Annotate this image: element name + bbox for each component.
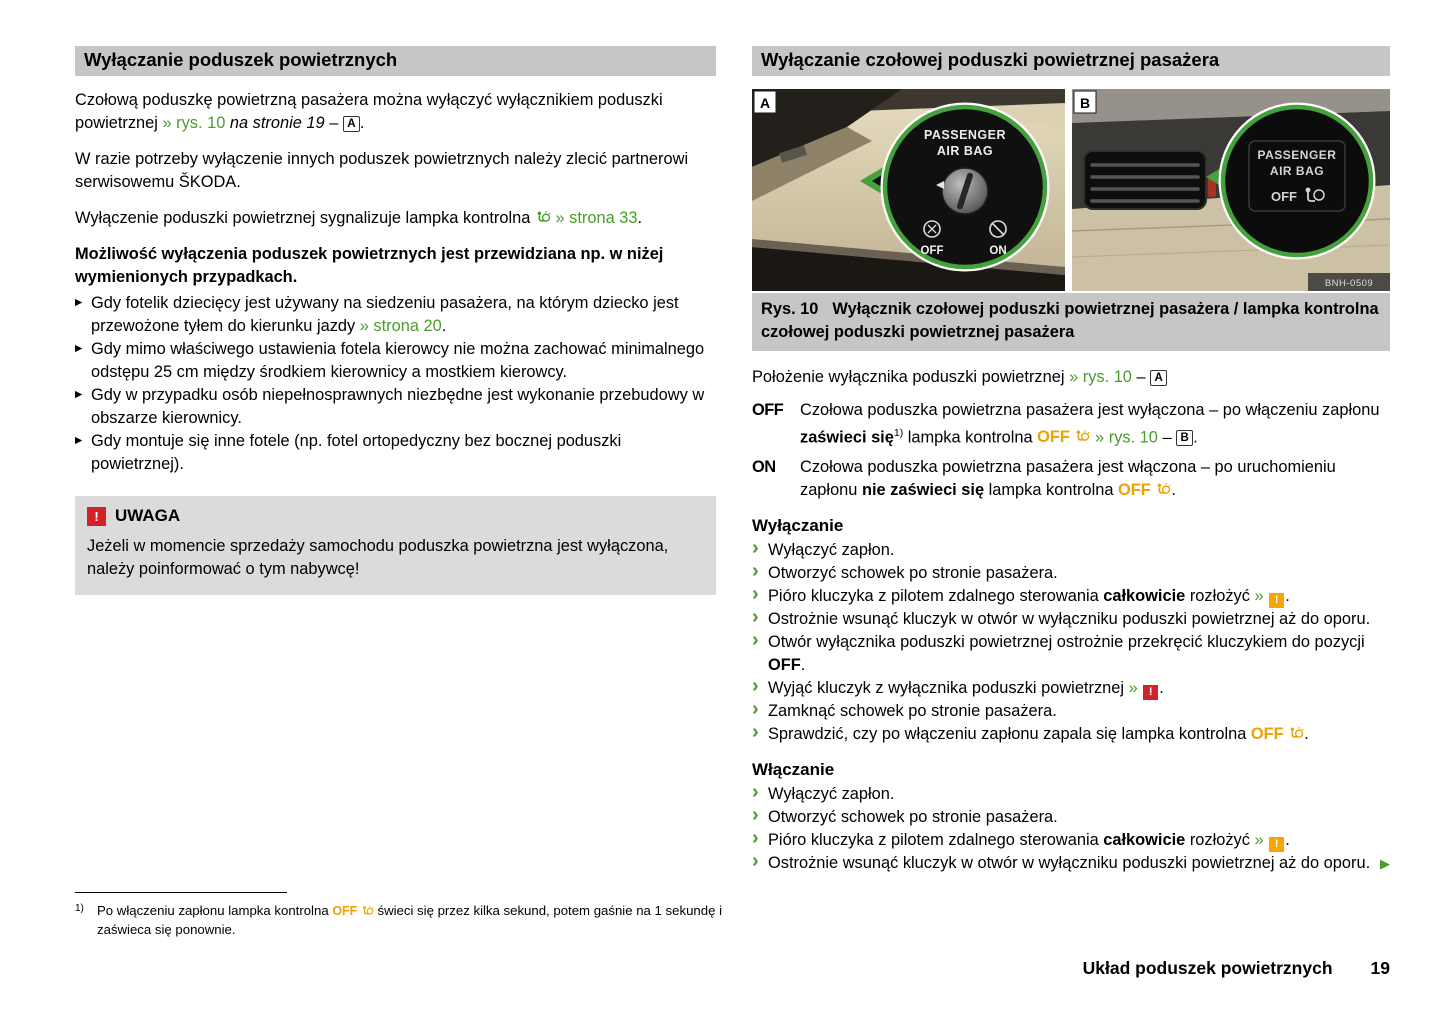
activation-steps — [752, 783, 1390, 875]
definition-off: OFF Czołowa poduszka powietrzna pasażera jest wyłączona – po włączeniu zapłonu zaświeci się$^{1)}$ lampka kontrolna OFF » rys. 10 – B . — [752, 399, 1390, 449]
procedure-step: › Pióro kluczyka z pilotem zdalnego sterowania całkowicie rozłożyć » ! . — [752, 583, 1290, 607]
step-chevron-icon: › — [752, 675, 759, 698]
bullet-triangle-icon: ▶ — [75, 343, 83, 354]
callout-letter-a: A — [343, 116, 360, 132]
step-chevron-icon: › — [752, 850, 759, 873]
continuation-arrow-icon: ▶ — [1380, 856, 1390, 872]
airbag-indicator-icon — [361, 905, 374, 917]
off-lamp-indicator: OFF — [332, 904, 373, 918]
warning-reference-icon: ! — [1143, 685, 1158, 700]
step-chevron-icon: › — [752, 698, 759, 721]
airbag-indicator-icon — [535, 209, 551, 227]
procedure-step: › Otworzyć schowek po stronie pasażera. — [752, 560, 1058, 583]
warning-note-body: Jeżeli w momencie sprzedaży samochodu poduszka powietrzna jest wyłączona, należy poinformować o tym nabywcę! — [87, 537, 669, 578]
procedure-step: › Otworzyć schowek po stronie pasażera. — [752, 804, 1058, 827]
cross-reference-link[interactable]: » rys. 10 — [162, 114, 226, 132]
page-footer — [1083, 958, 1390, 979]
lamp-text-airbag: AIR BAG — [1269, 164, 1325, 178]
airbag-indicator-icon — [1155, 482, 1171, 497]
warning-exclamation-icon: ! — [87, 507, 106, 526]
lamp-text-off: OFF — [1271, 189, 1297, 204]
airbag-indicator-icon — [1288, 726, 1304, 741]
position-on-label: ON — [752, 458, 776, 477]
bullet-triangle-icon: ▶ — [75, 297, 83, 308]
figure-photos — [752, 89, 1390, 291]
procedure-step: › Ostrożnie wsunąć kluczyk w otwór w wyłączniku poduszki powietrznej aż do oporu. — [752, 606, 1371, 629]
procedure-step: › Otwór wyłącznika poduszki powietrznej ostrożnie przekręcić kluczykiem do pozycji OFF. — [752, 629, 1365, 675]
list-item: ▶ Gdy fotelik dziecięcy jest używany na siedzeniu pasażera, na którym dziecko jest przewożone tyłem do kierunku jazdy » strona 20. — [75, 294, 679, 335]
step-chevron-icon: › — [752, 560, 759, 583]
step-chevron-icon: › — [752, 537, 759, 560]
step-chevron-icon: › — [752, 606, 759, 629]
procedure-step: › Ostrożnie wsunąć kluczyk w otwór w wyłączniku poduszki powietrznej aż do oporu. — [752, 850, 1371, 873]
cross-reference-link[interactable]: » rys. 10 — [1069, 368, 1132, 386]
list-item: ▶ Gdy w przypadku osób niepełnosprawnych niezbędne jest wykonanie przebudowy w obszarze kierownicy. — [75, 386, 705, 427]
cross-reference-link[interactable]: » rys. 10 — [1090, 428, 1158, 447]
step-chevron-icon: › — [752, 827, 759, 850]
step-chevron-icon: › — [752, 629, 759, 652]
paragraph-warning-lamp: Wyłączenie poduszki powietrznej sygnalizuje lampka kontrolna » strona 33. — [75, 209, 643, 227]
switch-position-off-text: OFF — [920, 245, 944, 257]
position-off-label: OFF — [752, 401, 784, 419]
section-header-left: Wyłączanie poduszek powietrznych — [75, 46, 716, 76]
switch-text-passenger: PASSENGER — [923, 128, 1007, 142]
footer-section-title: Układ poduszek powietrznych — [1082, 958, 1333, 978]
step-chevron-icon: › — [752, 804, 759, 827]
photo-label-b: B — [1079, 95, 1091, 111]
bullet-triangle-icon: ▶ — [75, 389, 83, 400]
photo-a-airbag-switch — [752, 89, 1065, 291]
airbag-indicator-icon — [1074, 429, 1090, 444]
definition-on: ON Czołowa poduszka powietrzna pasażera jest włączona – po uruchomieniu zapłonu nie zaświeci się lampka kontrolna OFF . — [752, 456, 1390, 502]
step-chevron-icon: › — [752, 781, 759, 804]
figure-10 — [752, 89, 1390, 351]
procedure-step: › Zamknąć schowek po stronie pasażera. — [752, 698, 1057, 721]
page-number: 19 — [1370, 958, 1390, 978]
figure-caption: Rys. 10 Wyłącznik czołowej poduszki powietrznej pasażera / lampka kontrolna czołowej poduszki powietrznej pasażera — [752, 293, 1390, 351]
paragraph-service-partner: W razie potrzeby wyłączenie innych poduszek powietrznych należy zlecić partnerowi serwisowemu ŠKODA. — [75, 150, 689, 191]
procedure-step: › Wyłączyć zapłon. — [752, 537, 895, 560]
footnote: 1) Po włączeniu zapłonu lampka kontrolna OFF świeci się przez kilka sekund, potem gaśnie na 1 sekundę i zaświeca się ponownie. — [75, 892, 755, 938]
list-item: ▶ Gdy montuje się inne fotele (np. fotel ortopedyczny bez bocznej poduszki powietrznej). — [75, 432, 622, 473]
warning-note-header — [87, 506, 704, 526]
caution-reference-icon: ! — [1269, 837, 1284, 852]
lamp-text-passenger: PASSENGER — [1257, 148, 1337, 162]
step-chevron-icon: › — [752, 583, 759, 606]
paragraph-cases-intro: Możliwość wyłączenia poduszek powietrznych jest przewidziana np. w niżej wymienionych przypadkach. — [75, 245, 664, 286]
footnote-reference: 1) — [893, 427, 904, 439]
subsection-activation: Włączanie — [752, 760, 835, 780]
off-lamp-indicator: OFF — [1118, 481, 1171, 499]
warning-note-title: UWAGA — [115, 506, 181, 525]
figure-number: Rys. 10 — [761, 300, 819, 318]
right-column — [752, 46, 1390, 873]
warning-note-box — [75, 496, 716, 595]
callout-letter-a: A — [1150, 370, 1167, 386]
off-lamp-indicator: OFF — [1251, 725, 1304, 743]
caution-reference-icon: ! — [1269, 593, 1284, 608]
cross-reference-link[interactable]: » strona 33 — [555, 209, 638, 227]
switch-text-airbag: AIR BAG — [936, 144, 994, 158]
procedure-step: › Sprawdzić, czy po włączeniu zapłonu zapala się lampka kontrolna OFF . — [752, 721, 1309, 744]
step-chevron-icon: › — [752, 721, 759, 744]
cases-list — [75, 292, 716, 476]
photo-code: BNH-0509 — [1324, 278, 1374, 289]
cross-reference-link[interactable]: » — [1254, 831, 1264, 850]
bullet-triangle-icon: ▶ — [75, 435, 83, 446]
photo-b-warning-lamp — [1072, 89, 1390, 291]
footnote-divider — [75, 892, 287, 893]
procedure-step: › Pióro kluczyka z pilotem zdalnego sterowania całkowicie rozłożyć » ! . — [752, 827, 1290, 851]
off-lamp-indicator: OFF — [1037, 428, 1090, 446]
deactivation-steps — [752, 539, 1390, 746]
cross-reference-link[interactable]: » strona 20 — [359, 317, 442, 335]
switch-position-on-text: ON — [989, 245, 1007, 257]
procedure-step: › Wyłączyć zapłon. — [752, 781, 895, 804]
procedure-step: › Wyjąć kluczyk z wyłącznika poduszki powietrznej » ! . — [752, 675, 1164, 699]
switch-position-intro: Położenie wyłącznika poduszki powietrznej » rys. 10 – A — [752, 366, 1390, 389]
cross-reference-link[interactable]: » — [1128, 679, 1138, 698]
position-off-inline: OFF — [768, 656, 801, 675]
paragraph-airbag-switch: Czołową poduszkę powietrzną pasażera można wyłączyć wyłącznikiem poduszki powietrznej » rys. 10 na stronie 19 – A . — [75, 91, 663, 132]
cross-reference-link[interactable]: » — [1254, 587, 1264, 606]
section-header-right: Wyłączanie czołowej poduszki powietrznej pasażera — [752, 46, 1390, 76]
list-item: ▶ Gdy mimo właściwego ustawienia fotela kierowcy nie można zachować minimalnego odstępu 25 cm między środkiem kierownicy a mostkiem kierowcy. — [75, 340, 705, 381]
footnote-marker: 1) — [75, 903, 84, 914]
left-column — [75, 46, 716, 595]
subsection-deactivation: Wyłączanie — [752, 516, 844, 536]
photo-label-a: A — [759, 95, 771, 111]
callout-letter-b: B — [1176, 430, 1193, 446]
